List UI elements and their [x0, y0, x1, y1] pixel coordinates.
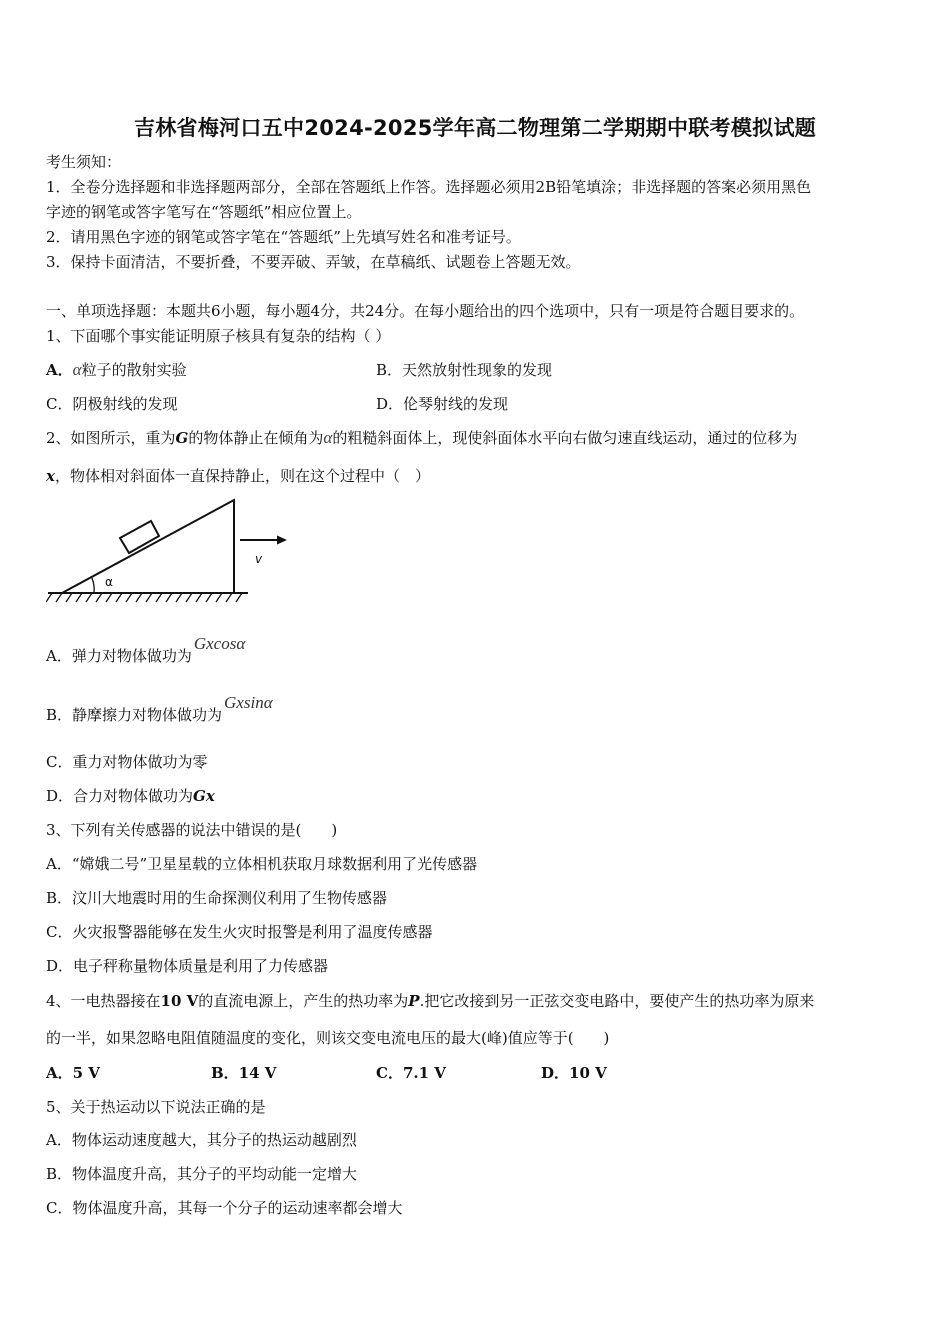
- velocity-label: v: [255, 552, 263, 566]
- incline-wedge: [62, 500, 234, 593]
- q2-option-d-formula: Gx: [193, 787, 215, 805]
- angle-arc: [92, 578, 94, 593]
- ground-hatching: [46, 593, 242, 602]
- q5-option-b: B．物体温度升高，其分子的平均动能一定增大: [46, 1165, 358, 1183]
- q5-option-c: C．物体温度升高，其每一个分子的运动速率都会增大: [46, 1199, 403, 1217]
- q2-stem-text: 的粗糙斜面体上，现使斜面体水平向右做匀速直线运动，通过的位移为: [332, 429, 798, 447]
- page-title: 吉林省梅河口五中2024-2025学年高二物理第二学期期中联考模拟试题: [133, 116, 817, 140]
- q1-option-a: [46, 360, 187, 380]
- q4-power-symbol: P: [408, 992, 420, 1010]
- q4-option-a: A．5 V: [46, 1064, 100, 1082]
- q5-stem: 5、关于热运动以下说法正确的是: [46, 1098, 266, 1116]
- arrow-head-icon: [277, 536, 287, 545]
- q4-stem-line2: 的一半，如果忽略电阻值随温度的变化，则该交变电流电压的最大(峰)值应等于( ): [46, 1029, 610, 1047]
- q2-weight-symbol: G: [175, 429, 189, 447]
- angle-label: α: [105, 575, 113, 589]
- q2-stem-text: ，物体相对斜面体一直保持静止，则在这个过程中（ ）: [54, 467, 430, 485]
- q2-option-b: [46, 693, 273, 725]
- q2-option-a-formula: Gxcosα: [193, 634, 246, 653]
- section-heading: 一、单项选择题：本题共6小题，每小题4分，共24分。在每小题给出的四个选项中，只有一项是符合题目要求的。: [46, 302, 805, 320]
- q2-displacement-symbol: x: [46, 467, 55, 485]
- q3-stem: 3、下列有关传感器的说法中错误的是( ): [46, 821, 338, 839]
- q2-option-a: [46, 634, 246, 666]
- notice-heading: 考生须知：: [46, 153, 122, 171]
- q3-option-b: B．汶川大地震时用的生命探测仪利用了生物传感器: [46, 889, 388, 907]
- q1-option-a-text: 粒子的散射实验: [81, 361, 187, 379]
- q1-stem: 1、下面哪个事实能证明原子核具有复杂的结构（ ）: [46, 327, 391, 345]
- q4-stem-text: 4、一电热器接在: [46, 992, 161, 1010]
- notice-item-1: 1．全卷分选择题和非选择题两部分，全部在答题纸上作答。选择题必须用2B铅笔填涂；非选择题的答案必须用黑色: [46, 178, 812, 196]
- q2-stem-text: 的物体静止在倾角为: [188, 429, 324, 447]
- q2-option-b-text: B．静摩擦力对物体做功为: [46, 706, 223, 724]
- q1-option-c: C．阴极射线的发现: [46, 395, 178, 413]
- q2-option-b-formula: Gxsinα: [224, 693, 273, 712]
- q4-option-b: B．14 V: [211, 1064, 277, 1082]
- q4-option-c: C．7.1 V: [376, 1064, 446, 1082]
- notice-item-1-cont: 字迹的钢笔或答字笔写在“答题纸”相应位置上。: [46, 203, 362, 221]
- notice-item-3: 3．保持卡面清洁，不要折叠，不要弄破、弄皱，在草稿纸、试题卷上答题无效。: [46, 253, 581, 271]
- q2-option-c: C．重力对物体做功为零: [46, 753, 208, 771]
- q5-option-a: A．物体运动速度越大，其分子的热运动越剧烈: [46, 1131, 357, 1149]
- q4-voltage-value: 10 V: [160, 992, 199, 1010]
- notice-item-2: 2．请用黑色字迹的钢笔或答字笔在“答题纸”上先填写姓名和准考证号。: [46, 228, 521, 246]
- q2-stem-text: 2、如图所示，重为: [46, 429, 176, 447]
- q4-option-d: D．10 V: [541, 1064, 607, 1082]
- q2-stem-line2: [46, 466, 430, 486]
- q3-option-a: A．“嫦娥二号”卫星星载的立体相机获取月球数据利用了光传感器: [46, 855, 478, 873]
- q1-option-a-label: A．: [46, 361, 73, 379]
- q2-option-d-text: D．合力对物体做功为: [46, 787, 194, 805]
- q3-option-d: D．电子秤称量物体质量是利用了力传感器: [46, 957, 329, 975]
- alpha-symbol: α: [323, 428, 333, 447]
- q1-option-d: D．伦琴射线的发现: [376, 395, 509, 413]
- q2-option-a-text: A．弹力对物体做功为: [46, 647, 192, 665]
- alpha-symbol: α: [72, 360, 82, 379]
- q1-option-b: B．天然放射性现象的发现: [376, 361, 553, 379]
- q4-stem-line1: [46, 991, 814, 1011]
- q4-stem-text: .把它改接到另一正弦交变电路中，要使产生的热功率为原来: [419, 992, 815, 1010]
- q3-option-c: C．火灾报警器能够在发生火灾时报警是利用了温度传感器: [46, 923, 433, 941]
- incline-diagram: [46, 496, 296, 608]
- q4-stem-text: 的直流电源上，产生的热功率为: [198, 992, 409, 1010]
- q2-stem-line1: [46, 428, 797, 448]
- block: [120, 521, 159, 553]
- q2-option-d: [46, 786, 215, 806]
